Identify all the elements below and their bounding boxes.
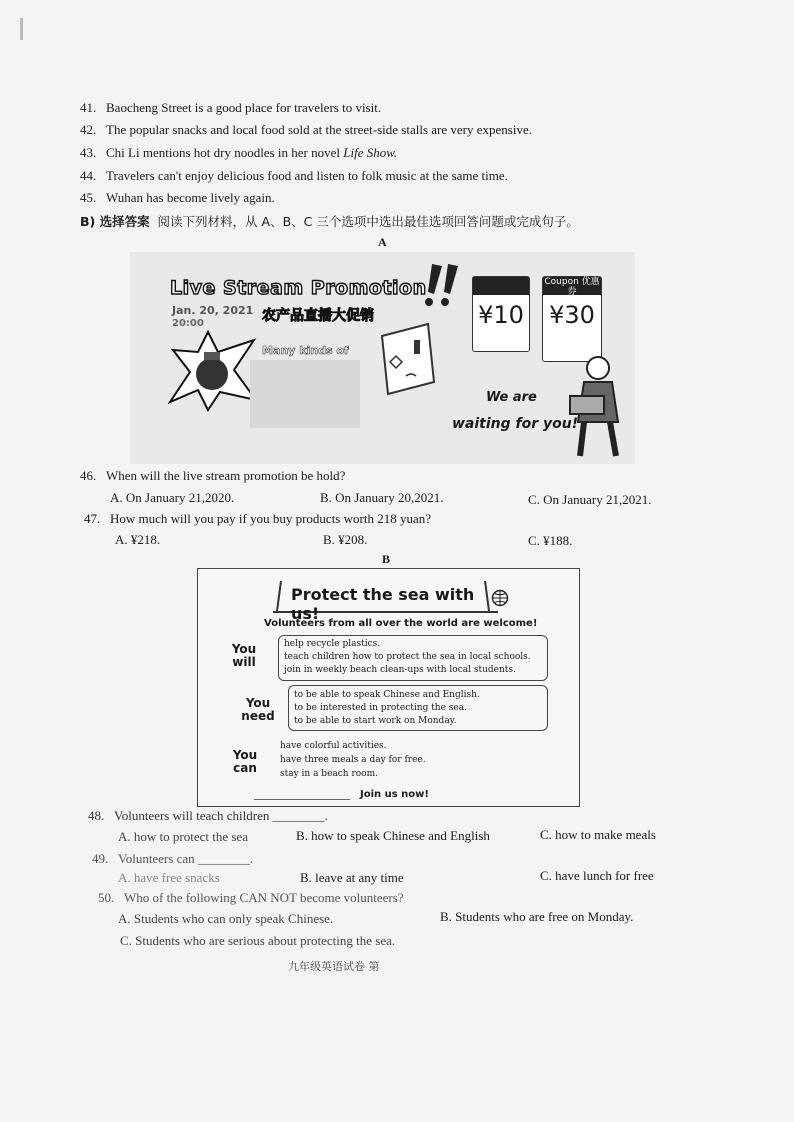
option-49-c[interactable]: C. have lunch for free: [540, 868, 654, 883]
you-will-label: You will: [231, 642, 257, 669]
question-46: [80, 468, 345, 484]
statement-text: Chi Li mentions hot dry noodles in her novel: [106, 145, 344, 160]
option-48-b[interactable]: B. how to speak Chinese and English: [296, 828, 490, 843]
statement-45: [80, 190, 275, 206]
option-48-a[interactable]: A. how to protect the sea: [118, 829, 248, 844]
question-number: 44.: [80, 168, 97, 183]
question-number: 43.: [80, 145, 97, 160]
option-46-c[interactable]: C. On January 21,2021.: [528, 492, 652, 507]
question-49: [92, 851, 253, 867]
exclamation-icon: [422, 260, 462, 310]
coupon-header: Coupon 优惠券: [544, 277, 600, 297]
can-item: stay in a beach room.: [280, 769, 378, 779]
need-item: to be able to start work on Monday.: [294, 716, 457, 726]
coupon-value: ¥30: [549, 301, 595, 329]
question-text: Volunteers will teach children ________.: [114, 808, 328, 823]
page-footer: 九年级英语试卷 第: [288, 960, 380, 973]
shop-sign-icon: [378, 322, 438, 397]
ad-date: Jan. 20, 2021: [172, 304, 254, 317]
option-47-a[interactable]: A. ¥218.: [115, 532, 161, 547]
ad-title: Live Stream Promotion: [170, 277, 427, 299]
will-item: join in weekly beach clean-ups with local students.: [284, 665, 516, 675]
slogan-line-2: waiting for you!: [452, 416, 579, 432]
ad-chinese-title: 农产品直播大促销: [262, 308, 374, 324]
you-can-label: You can: [232, 748, 258, 775]
question-text: When will the live stream promotion be hold?: [106, 468, 346, 483]
novel-title: Life Show.: [343, 145, 398, 160]
option-50-b[interactable]: B. Students who are free on Monday.: [440, 909, 634, 924]
blurred-panel: [250, 360, 360, 428]
question-text: How much will you pay if you buy products worth 218 yuan?: [110, 511, 431, 526]
question-47: [84, 511, 431, 527]
question-50: [98, 890, 404, 906]
scan-mark: [20, 18, 23, 40]
option-48-c[interactable]: C. how to make meals: [540, 827, 656, 842]
instruction-text: 阅读下列材料，从 A、B、C 三个选项中选出最佳选项回答问题或完成句子。: [157, 214, 579, 229]
section-label: B) 选择答案: [80, 214, 150, 229]
join-us-text: Join us now!: [360, 789, 429, 800]
coupon-header: [473, 277, 529, 295]
produce-starburst-icon: [168, 330, 258, 412]
option-46-a[interactable]: A. On January 21,2020.: [110, 490, 235, 505]
coupon-30: [542, 276, 602, 362]
statement-42: [80, 122, 532, 138]
globe-icon: [491, 589, 509, 607]
question-48: [88, 808, 328, 824]
statement-text: Baocheng Street is a good place for travelers to visit.: [106, 100, 382, 115]
option-47-c[interactable]: C. ¥188.: [528, 533, 573, 548]
poster-subhead: Volunteers from all over the world are welcome!: [264, 618, 538, 629]
section-b-instruction: [80, 212, 579, 230]
passage-letter-a: A: [378, 235, 387, 249]
poster-headline: Protect the sea with us!: [291, 585, 475, 623]
question-number: 49.: [92, 851, 109, 866]
you-need-label: You need: [241, 696, 275, 723]
statement-text: Wuhan has become lively again.: [106, 190, 275, 205]
ad-subtext: Many kinds of: [262, 344, 349, 357]
statement-text: Travelers can't enjoy delicious food and listen to folk music at the same time.: [106, 168, 508, 183]
statement-41: [80, 100, 381, 116]
ad-time: 20:00: [172, 318, 204, 329]
question-number: 41.: [80, 100, 97, 115]
option-49-b[interactable]: B. leave at any time: [300, 870, 404, 885]
live-stream-ad: [130, 252, 635, 464]
option-50-a[interactable]: A. Students who can only speak Chinese.: [118, 911, 334, 926]
coupon-10: [472, 276, 530, 352]
headline-sign: [273, 577, 498, 623]
option-47-b[interactable]: B. ¥208.: [323, 532, 368, 547]
can-item: have three meals a day for free.: [280, 755, 426, 765]
will-item: help recycle plastics.: [284, 639, 381, 649]
option-46-b[interactable]: B. On January 20,2021.: [320, 490, 444, 505]
option-49-a[interactable]: A. have free snacks: [118, 870, 220, 885]
can-item: have colorful activities.: [280, 741, 387, 751]
volunteer-poster: [197, 568, 580, 807]
join-line: [254, 799, 350, 800]
question-text: Volunteers can ________.: [118, 851, 254, 866]
passage-letter-b: B: [382, 552, 391, 566]
will-item: teach children how to protect the sea in local schools.: [284, 652, 531, 662]
question-number: 45.: [80, 190, 97, 205]
option-50-c[interactable]: C. Students who are serious about protecting the sea.: [120, 933, 396, 948]
question-text: Who of the following CAN NOT become volunteers?: [124, 890, 404, 905]
slogan-line-1: We are: [486, 390, 537, 405]
question-number: 50.: [98, 890, 115, 905]
question-number: 48.: [88, 808, 105, 823]
statement-44: [80, 168, 508, 184]
coupon-value: ¥10: [478, 301, 524, 329]
question-number: 42.: [80, 122, 97, 137]
statement-43: [80, 145, 397, 161]
need-item: to be able to speak Chinese and English.: [294, 690, 480, 700]
need-item: to be interested in protecting the sea.: [294, 703, 467, 713]
farmer-with-basket-icon: [562, 352, 632, 462]
question-number: 46.: [80, 468, 97, 483]
statement-text: The popular snacks and local food sold at the street-side stalls are very expensive.: [106, 122, 532, 137]
question-number: 47.: [84, 511, 101, 526]
